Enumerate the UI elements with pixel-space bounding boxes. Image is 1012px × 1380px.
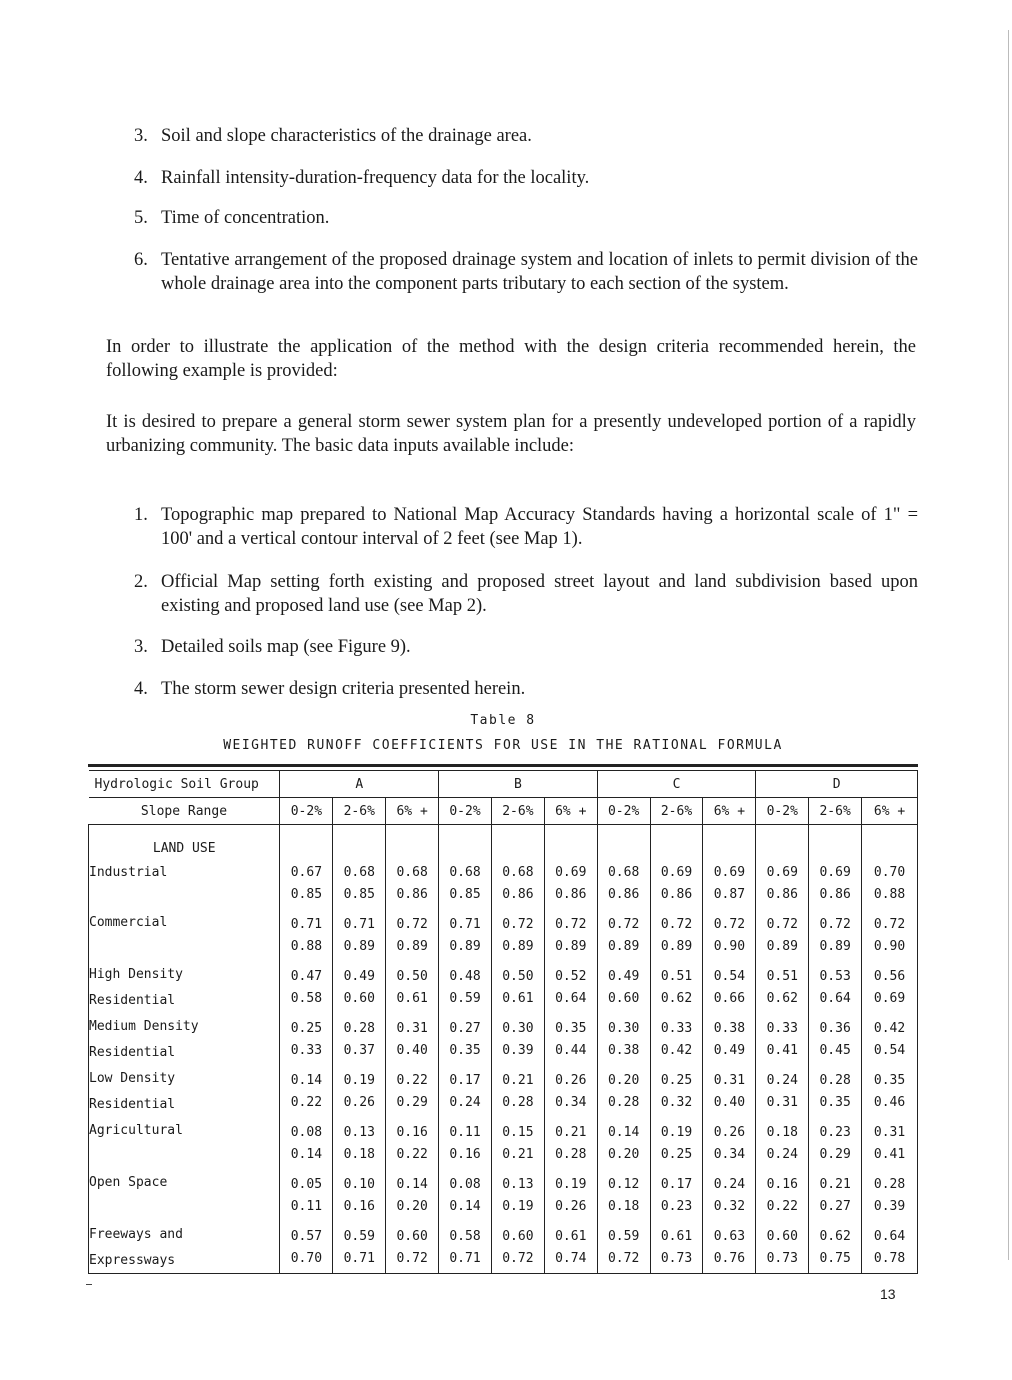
- coefficient-cell: 0.86: [544, 883, 597, 909]
- coefficient-cell: 0.35: [862, 1065, 918, 1091]
- coefficient-cell: 0.90: [703, 935, 756, 961]
- land-use-name: Freeways and: [89, 1221, 280, 1247]
- coefficient-cell: 0.76: [703, 1247, 756, 1274]
- coefficient-cell: 0.08: [280, 1117, 333, 1143]
- table-row: [89, 1143, 918, 1169]
- coefficient-cell: 0.60: [756, 1221, 809, 1247]
- table-row: [89, 1065, 918, 1091]
- coefficient-cell: 0.33: [650, 1013, 703, 1039]
- coefficient-cell: 0.25: [280, 1013, 333, 1039]
- table-row: [89, 1117, 918, 1143]
- coefficient-cell: 0.86: [809, 883, 862, 909]
- land-use-name: Low Density: [89, 1065, 280, 1091]
- coefficient-cell: 0.69: [809, 861, 862, 883]
- runoff-coefficients-table: [88, 770, 918, 1274]
- soil-group-c: C: [597, 771, 756, 798]
- coefficient-cell: 0.22: [386, 1143, 439, 1169]
- coefficient-cell: 0.56: [862, 961, 918, 987]
- coefficient-cell: 0.38: [597, 1039, 650, 1065]
- coefficient-cell: 0.73: [650, 1247, 703, 1274]
- slope-range-cell: 6% +: [544, 798, 597, 825]
- coefficient-cell: 0.61: [544, 1221, 597, 1247]
- list-text: The storm sewer design criteria presented herein.: [161, 679, 526, 699]
- coefficient-cell: 0.46: [862, 1091, 918, 1117]
- coefficient-cell: 0.34: [703, 1143, 756, 1169]
- coefficient-cell: 0.69: [650, 861, 703, 883]
- coefficient-cell: 0.69: [544, 861, 597, 883]
- coefficient-cell: 0.70: [862, 861, 918, 883]
- coefficient-cell: 0.19: [491, 1195, 544, 1221]
- coefficient-cell: 0.71: [333, 909, 386, 935]
- coefficient-cell: 0.16: [756, 1169, 809, 1195]
- coefficient-cell: 0.13: [333, 1117, 386, 1143]
- coefficient-cell: 0.16: [439, 1143, 492, 1169]
- coefficient-cell: 0.72: [756, 909, 809, 935]
- coefficient-cell: 0.86: [386, 883, 439, 909]
- coefficient-cell: 0.24: [703, 1169, 756, 1195]
- coefficient-cell: 0.31: [862, 1117, 918, 1143]
- land-use-name-continued: Residential: [89, 1039, 280, 1065]
- coefficient-cell: 0.21: [491, 1065, 544, 1091]
- land-use-name-continued: [89, 883, 280, 909]
- list-number: 3.: [134, 637, 148, 657]
- land-use-name-continued: Residential: [89, 1091, 280, 1117]
- coefficient-cell: 0.72: [650, 909, 703, 935]
- coefficient-cell: 0.89: [386, 935, 439, 961]
- coefficient-cell: 0.23: [809, 1117, 862, 1143]
- table-row: [89, 1013, 918, 1039]
- coefficient-cell: 0.45: [809, 1039, 862, 1065]
- coefficient-cell: 0.90: [862, 935, 918, 961]
- table-row: [89, 1091, 918, 1117]
- coefficient-cell: 0.40: [386, 1039, 439, 1065]
- coefficient-cell: 0.85: [280, 883, 333, 909]
- land-use-name-continued: [89, 935, 280, 961]
- coefficient-cell: 0.72: [386, 1247, 439, 1274]
- coefficient-cell: 0.39: [491, 1039, 544, 1065]
- coefficient-cell: 0.89: [544, 935, 597, 961]
- coefficient-cell: 0.26: [544, 1195, 597, 1221]
- coefficient-cell: 0.88: [280, 935, 333, 961]
- land-use-name: Agricultural: [89, 1117, 280, 1143]
- coefficient-cell: 0.51: [756, 961, 809, 987]
- land-use-name-continued: [89, 1143, 280, 1169]
- coefficient-cell: 0.20: [597, 1143, 650, 1169]
- coefficient-cell: 0.72: [491, 1247, 544, 1274]
- slope-range-cell: 6% +: [862, 798, 918, 825]
- land-use-name: Commercial: [89, 909, 280, 935]
- coefficient-cell: 0.31: [386, 1013, 439, 1039]
- slope-range-cell: 2-6%: [491, 798, 544, 825]
- coefficient-cell: 0.28: [333, 1013, 386, 1039]
- coefficient-cell: 0.40: [703, 1091, 756, 1117]
- coefficient-cell: 0.14: [280, 1065, 333, 1091]
- coefficient-cell: 0.75: [809, 1247, 862, 1274]
- coefficient-cell: 0.25: [650, 1143, 703, 1169]
- coefficient-cell: 0.64: [809, 987, 862, 1013]
- soil-group-header-row: [89, 771, 918, 798]
- coefficient-cell: 0.21: [809, 1169, 862, 1195]
- table-row: [89, 987, 918, 1013]
- coefficient-cell: 0.69: [703, 861, 756, 883]
- slope-range-cell: 0-2%: [439, 798, 492, 825]
- list-text: Soil and slope characteristics of the drainage area.: [161, 126, 532, 146]
- coefficient-cell: 0.41: [862, 1143, 918, 1169]
- coefficient-cell: 0.89: [650, 935, 703, 961]
- coefficient-cell: 0.14: [439, 1195, 492, 1221]
- coefficient-cell: 0.27: [439, 1013, 492, 1039]
- coefficient-cell: 0.23: [650, 1195, 703, 1221]
- coefficient-cell: 0.41: [756, 1039, 809, 1065]
- list-text: Detailed soils map (see Figure 9).: [161, 637, 411, 657]
- coefficient-cell: 0.78: [862, 1247, 918, 1274]
- soil-group-b: B: [439, 771, 598, 798]
- coefficient-cell: 0.68: [333, 861, 386, 883]
- coefficient-cell: 0.21: [491, 1143, 544, 1169]
- coefficient-cell: 0.35: [544, 1013, 597, 1039]
- coefficient-cell: 0.35: [809, 1091, 862, 1117]
- coefficient-cell: 0.14: [280, 1143, 333, 1169]
- coefficient-cell: 0.38: [703, 1013, 756, 1039]
- coefficient-cell: 0.48: [439, 961, 492, 987]
- coefficient-cell: 0.25: [650, 1065, 703, 1091]
- coefficient-cell: 0.42: [862, 1013, 918, 1039]
- coefficient-cell: 0.26: [544, 1065, 597, 1091]
- coefficient-cell: 0.71: [333, 1247, 386, 1274]
- coefficient-cell: 0.68: [491, 861, 544, 883]
- coefficient-cell: 0.54: [703, 961, 756, 987]
- coefficient-cell: 0.49: [703, 1039, 756, 1065]
- coefficient-cell: 0.58: [439, 1221, 492, 1247]
- coefficient-cell: 0.14: [386, 1169, 439, 1195]
- land-use-name-continued: Expressways: [89, 1247, 280, 1274]
- slope-range-cell: 6% +: [386, 798, 439, 825]
- coefficient-cell: 0.61: [650, 1221, 703, 1247]
- list-text: Topographic map prepared to National Map Accuracy Standards having a horizontal scale of 1" = 100' and a vertical contour interval of 2 feet (see Map 1).: [161, 505, 918, 549]
- coefficient-cell: 0.62: [756, 987, 809, 1013]
- coefficient-cell: 0.68: [597, 861, 650, 883]
- land-use-label: LAND USE: [89, 825, 280, 862]
- coefficient-cell: 0.63: [703, 1221, 756, 1247]
- soil-group-d: D: [756, 771, 918, 798]
- coefficient-cell: 0.26: [703, 1117, 756, 1143]
- coefficient-cell: 0.31: [703, 1065, 756, 1091]
- coefficient-cell: 0.34: [544, 1091, 597, 1117]
- coefficient-cell: 0.68: [386, 861, 439, 883]
- coefficient-cell: 0.73: [756, 1247, 809, 1274]
- coefficient-cell: 0.74: [544, 1247, 597, 1274]
- coefficient-cell: 0.52: [544, 961, 597, 987]
- coefficient-cell: 0.49: [597, 961, 650, 987]
- coefficient-cell: 0.60: [491, 1221, 544, 1247]
- coefficient-cell: 0.66: [703, 987, 756, 1013]
- coefficient-cell: 0.19: [544, 1169, 597, 1195]
- coefficient-cell: 0.61: [386, 987, 439, 1013]
- coefficient-cell: 0.70: [280, 1247, 333, 1274]
- coefficient-cell: 0.59: [333, 1221, 386, 1247]
- coefficient-cell: 0.44: [544, 1039, 597, 1065]
- coefficient-cell: 0.17: [650, 1169, 703, 1195]
- coefficient-cell: 0.89: [491, 935, 544, 961]
- coefficient-cell: 0.29: [809, 1143, 862, 1169]
- slope-range-cell: 6% +: [703, 798, 756, 825]
- coefficient-cell: 0.72: [597, 909, 650, 935]
- coefficient-cell: 0.85: [439, 883, 492, 909]
- coefficient-cell: 0.68: [439, 861, 492, 883]
- coefficient-cell: 0.54: [862, 1039, 918, 1065]
- coefficient-cell: 0.18: [333, 1143, 386, 1169]
- table-number: Table 8: [470, 713, 536, 728]
- soil-group-a: A: [280, 771, 439, 798]
- coefficient-cell: 0.62: [809, 1221, 862, 1247]
- table-row: [89, 1195, 918, 1221]
- coefficient-cell: 0.29: [386, 1091, 439, 1117]
- coefficient-cell: 0.89: [597, 935, 650, 961]
- coefficient-cell: 0.60: [597, 987, 650, 1013]
- list-text: Time of concentration.: [161, 208, 330, 228]
- slope-range-cell: 2-6%: [650, 798, 703, 825]
- coefficient-cell: 0.36: [809, 1013, 862, 1039]
- list-text: Official Map setting forth existing and proposed street layout and land subdivision based upon existing and proposed land use (see Map 2).: [161, 572, 918, 616]
- table-top-rule: [88, 764, 918, 767]
- list-number: 6.: [134, 250, 148, 270]
- land-use-name: Industrial: [89, 861, 280, 883]
- soil-group-label: Hydrologic Soil Group: [89, 771, 280, 798]
- table-row: [89, 1221, 918, 1247]
- coefficient-cell: 0.32: [703, 1195, 756, 1221]
- coefficient-cell: 0.71: [439, 909, 492, 935]
- coefficient-cell: 0.50: [491, 961, 544, 987]
- coefficient-cell: 0.37: [333, 1039, 386, 1065]
- list-number: 4.: [134, 679, 148, 699]
- coefficient-cell: 0.47: [280, 961, 333, 987]
- coefficient-cell: 0.85: [333, 883, 386, 909]
- table-row: [89, 1169, 918, 1195]
- coefficient-cell: 0.69: [756, 861, 809, 883]
- coefficient-cell: 0.32: [650, 1091, 703, 1117]
- coefficient-cell: 0.61: [491, 987, 544, 1013]
- coefficient-cell: 0.57: [280, 1221, 333, 1247]
- coefficient-cell: 0.86: [756, 883, 809, 909]
- coefficient-cell: 0.72: [597, 1247, 650, 1274]
- coefficient-cell: 0.42: [650, 1039, 703, 1065]
- coefficient-cell: 0.39: [862, 1195, 918, 1221]
- coefficient-cell: 0.88: [862, 883, 918, 909]
- coefficient-cell: 0.35: [439, 1039, 492, 1065]
- coefficient-cell: 0.86: [597, 883, 650, 909]
- coefficient-cell: 0.33: [280, 1039, 333, 1065]
- coefficient-cell: 0.28: [491, 1091, 544, 1117]
- slope-range-cell: 0-2%: [597, 798, 650, 825]
- land-use-name-continued: Residential: [89, 987, 280, 1013]
- coefficient-cell: 0.69: [862, 987, 918, 1013]
- coefficient-cell: 0.72: [862, 909, 918, 935]
- list-text: Rainfall intensity-duration-frequency data for the locality.: [161, 168, 590, 188]
- coefficient-cell: 0.72: [809, 909, 862, 935]
- coefficient-cell: 0.12: [597, 1169, 650, 1195]
- coefficient-cell: 0.22: [386, 1065, 439, 1091]
- coefficient-cell: 0.18: [597, 1195, 650, 1221]
- land-use-name: Open Space: [89, 1169, 280, 1195]
- table-row: [89, 961, 918, 987]
- coefficient-cell: 0.72: [386, 909, 439, 935]
- land-use-name: Medium Density: [89, 1013, 280, 1039]
- coefficient-cell: 0.89: [439, 935, 492, 961]
- table-row: [89, 883, 918, 909]
- coefficient-cell: 0.33: [756, 1013, 809, 1039]
- table-row: [89, 1039, 918, 1065]
- slope-range-cell: 2-6%: [333, 798, 386, 825]
- coefficient-cell: 0.13: [491, 1169, 544, 1195]
- coefficient-cell: 0.20: [597, 1065, 650, 1091]
- coefficient-cell: 0.22: [280, 1091, 333, 1117]
- coefficient-cell: 0.53: [809, 961, 862, 987]
- coefficient-cell: 0.71: [439, 1247, 492, 1274]
- list-number: 3.: [134, 126, 148, 146]
- coefficient-cell: 0.10: [333, 1169, 386, 1195]
- coefficient-cell: 0.16: [386, 1117, 439, 1143]
- coefficient-cell: 0.27: [809, 1195, 862, 1221]
- coefficient-cell: 0.17: [439, 1065, 492, 1091]
- scan-edge-line: [1008, 30, 1009, 1260]
- coefficient-cell: 0.05: [280, 1169, 333, 1195]
- land-use-name: High Density: [89, 961, 280, 987]
- coefficient-cell: 0.21: [544, 1117, 597, 1143]
- list-number: 1.: [134, 505, 148, 525]
- coefficient-cell: 0.67: [280, 861, 333, 883]
- paragraph-method-intro: In order to illustrate the application of the method with the design criteria recommended herein, the following example is provided:: [106, 337, 916, 381]
- page-number: 13: [880, 1286, 896, 1302]
- coefficient-cell: 0.28: [597, 1091, 650, 1117]
- coefficient-cell: 0.11: [439, 1117, 492, 1143]
- coefficient-cell: 0.89: [756, 935, 809, 961]
- slope-range-cell: 0-2%: [280, 798, 333, 825]
- margin-mark: [86, 1284, 92, 1285]
- coefficient-cell: 0.28: [809, 1065, 862, 1091]
- coefficient-cell: 0.72: [544, 909, 597, 935]
- coefficient-cell: 0.86: [650, 883, 703, 909]
- coefficient-cell: 0.24: [439, 1091, 492, 1117]
- coefficient-cell: 0.15: [491, 1117, 544, 1143]
- coefficient-cell: 0.72: [491, 909, 544, 935]
- list-number: 2.: [134, 572, 148, 592]
- coefficient-cell: 0.89: [809, 935, 862, 961]
- coefficient-cell: 0.87: [703, 883, 756, 909]
- coefficient-cell: 0.08: [439, 1169, 492, 1195]
- coefficient-cell: 0.30: [491, 1013, 544, 1039]
- table-row: [89, 909, 918, 935]
- coefficient-cell: 0.14: [597, 1117, 650, 1143]
- coefficient-cell: 0.86: [491, 883, 544, 909]
- list-number: 4.: [134, 168, 148, 188]
- coefficient-cell: 0.49: [333, 961, 386, 987]
- table-body: [89, 825, 918, 1274]
- coefficient-cell: 0.50: [386, 961, 439, 987]
- coefficient-cell: 0.72: [703, 909, 756, 935]
- land-use-name-continued: [89, 1195, 280, 1221]
- coefficient-cell: 0.60: [386, 1221, 439, 1247]
- coefficient-cell: 0.89: [333, 935, 386, 961]
- coefficient-cell: 0.28: [862, 1169, 918, 1195]
- table-row: [89, 861, 918, 883]
- coefficient-cell: 0.18: [756, 1117, 809, 1143]
- coefficient-cell: 0.19: [333, 1065, 386, 1091]
- coefficient-cell: 0.60: [333, 987, 386, 1013]
- coefficient-cell: 0.24: [756, 1065, 809, 1091]
- coefficient-cell: 0.62: [650, 987, 703, 1013]
- coefficient-cell: 0.64: [862, 1221, 918, 1247]
- coefficient-cell: 0.16: [333, 1195, 386, 1221]
- slope-range-cell: 2-6%: [809, 798, 862, 825]
- coefficient-cell: 0.24: [756, 1143, 809, 1169]
- slope-range-label: Slope Range: [89, 798, 280, 825]
- coefficient-cell: 0.19: [650, 1117, 703, 1143]
- coefficient-cell: 0.71: [280, 909, 333, 935]
- slope-range-cell: 0-2%: [756, 798, 809, 825]
- paragraph-example-description: It is desired to prepare a general storm sewer system plan for a presently undeveloped portion of a rapidly urbanizing community. The basic data inputs available include:: [106, 412, 916, 456]
- slope-range-header-row: [89, 798, 918, 825]
- coefficient-cell: 0.58: [280, 987, 333, 1013]
- coefficient-cell: 0.30: [597, 1013, 650, 1039]
- coefficient-cell: 0.20: [386, 1195, 439, 1221]
- land-use-label-row: [89, 825, 918, 862]
- list-number: 5.: [134, 208, 148, 228]
- table-row: [89, 935, 918, 961]
- list-text: Tentative arrangement of the proposed drainage system and location of inlets to permit division of the whole drainage area into the component parts tributary to each section of the system.: [161, 250, 918, 294]
- coefficient-cell: 0.51: [650, 961, 703, 987]
- table-title: WEIGHTED RUNOFF COEFFICIENTS FOR USE IN THE RATIONAL FORMULA: [223, 738, 783, 753]
- table-row: [89, 1247, 918, 1274]
- coefficient-cell: 0.28: [544, 1143, 597, 1169]
- coefficient-cell: 0.31: [756, 1091, 809, 1117]
- coefficient-cell: 0.26: [333, 1091, 386, 1117]
- coefficient-cell: 0.59: [439, 987, 492, 1013]
- coefficient-cell: 0.59: [597, 1221, 650, 1247]
- coefficient-cell: 0.22: [756, 1195, 809, 1221]
- coefficient-cell: 0.64: [544, 987, 597, 1013]
- coefficient-cell: 0.11: [280, 1195, 333, 1221]
